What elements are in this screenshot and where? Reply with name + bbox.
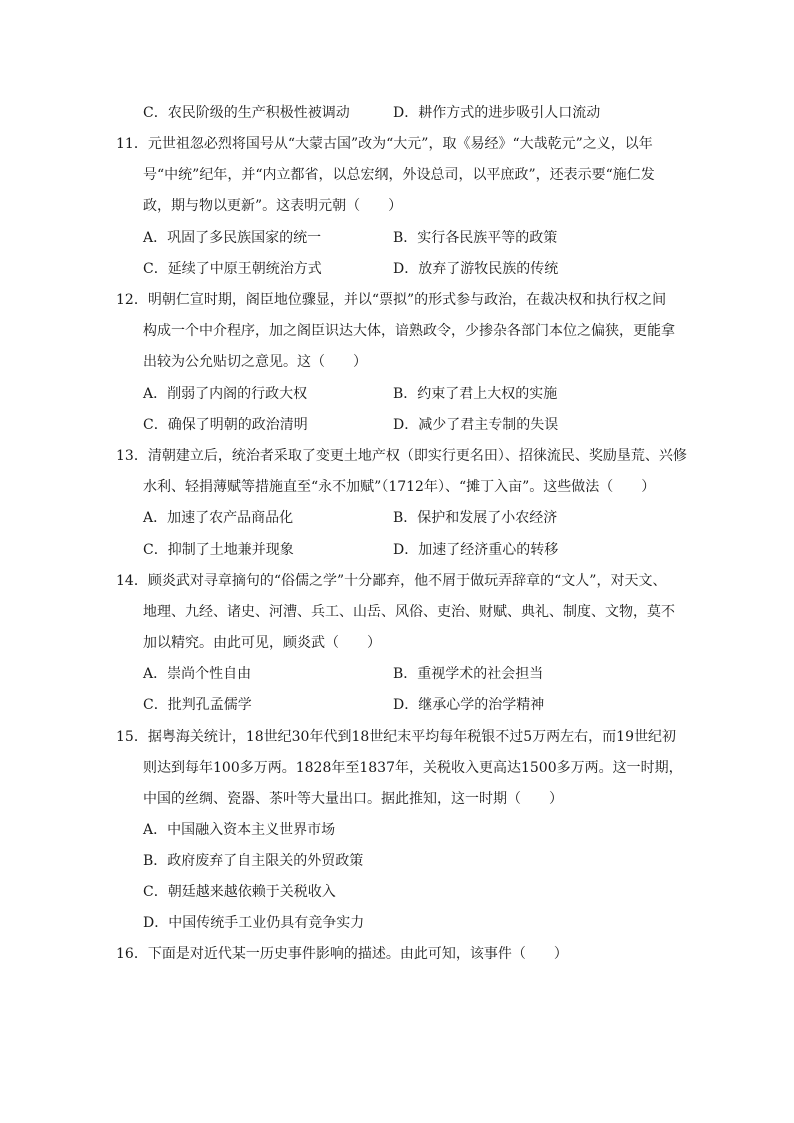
q11-stem-line-1: 11．元世祖忽必烈将国号从“大蒙古国”改为“大元”，取《易经》“大哉乾元”之义，以年 [116, 136, 653, 152]
q14-stem-line-2: 地理、九经、诸史、河漕、兵工、山岳、风俗、吏治、财赋、典礼、制度、文物，莫不 [143, 604, 675, 620]
q14-stem-line-1: 14．顾炎武对寻章摘句的“俗儒之学”十分鄙弃，他不屑于做玩弄辞章的“文人”，对天文、 [116, 573, 667, 589]
q15-stem-line-2: 则达到每年100多万两。1828年至1837年，关税收入更高达1500多万两。这一时期， [143, 760, 683, 776]
q13-stem-line-1: 13．清朝建立后，统治者采取了变更土地产权（即实行更名田）、招徕流民、奖励垦荒、兴修 [116, 448, 687, 464]
q15-option-a: A．中国融入资本主义世界市场 [143, 822, 336, 838]
q12-option-d: D．减少了君主专制的失误 [393, 417, 559, 433]
q13-stem-line-2: 水利、轻捐薄赋等措施直至“永不加赋”（1712年）、“摊丁入亩”。这些做法（ ） [143, 479, 656, 495]
q12-option-b: B．约束了君上大权的实施 [393, 386, 558, 402]
q12-option-c: C．确保了明朝的政治清明 [143, 417, 308, 433]
q12-stem-line-2: 构成一个中介程序，加之阁臣识达大体，谙熟政令，少掺杂各部门本位之偏狭，更能拿 [143, 323, 675, 339]
q14-option-b: B．重视学术的社会担当 [393, 666, 544, 682]
q13-option-b: B．保护和发展了小农经济 [393, 510, 558, 526]
q15-option-d: D．中国传统手工业仍具有竞争实力 [143, 915, 365, 931]
q15-number: 15． [116, 729, 148, 745]
q12-stem-line-3: 出较为公允贴切之意见。这（ ） [143, 354, 367, 370]
q12-option-a: A．削弱了内阁的行政大权 [143, 386, 308, 402]
q14-stem-line-3: 加以精究。由此可见，顾炎武（ ） [143, 635, 381, 651]
q11-number: 11． [116, 136, 148, 152]
q13-option-a: A．加速了农产品商品化 [143, 510, 294, 526]
q12-stem-line-1: 12．明朝仁宣时期，阁臣地位骤显，并以“票拟”的形式参与政治，在裁决权和执行权之间 [116, 292, 667, 308]
q14-option-a: A．崇尚个性自由 [143, 666, 252, 682]
q11-stem-line-3: 政，期与物以更新”。这表明元朝（ ） [143, 198, 403, 214]
q11-option-d: D．放弃了游牧民族的传统 [393, 261, 559, 277]
q11-stem-line-2: 号“中统”纪年，并“内立都省，以总宏纲，外设总司，以平庶政”，还表示要“施仁发 [143, 167, 655, 183]
q16-stem-line-1: 16．下面是对近代某一历史事件影响的描述。由此可知，该事件（ ） [116, 946, 568, 962]
q16-number: 16． [116, 946, 148, 962]
q14-option-d: D．继承心学的治学精神 [393, 697, 545, 713]
q11-option-a: A．巩固了多民族国家的统一 [143, 230, 322, 246]
q14-option-c: C．批判孔孟儒学 [143, 697, 252, 713]
q11-option-c: C．延续了中原王朝统治方式 [143, 261, 322, 277]
q15-stem-line-3: 中国的丝绸、瓷器、茶叶等大量出口。据此推知，这一时期（ ） [143, 791, 563, 807]
q10-option-d: D．耕作方式的进步吸引人口流动 [393, 105, 601, 121]
q15-option-c: C．朝廷越来越依赖于关税收入 [143, 884, 336, 900]
q12-number: 12． [116, 292, 148, 308]
q13-option-c: C．抑制了土地兼并现象 [143, 542, 294, 558]
q15-option-b: B．政府废弃了自主限关的外贸政策 [143, 853, 364, 869]
q10-option-c: C．农民阶级的生产积极性被调动 [143, 105, 350, 121]
q15-stem-line-1: 15．据粤海关统计，18世纪30年代到18世纪末平均每年税银不过5万两左右，而19世纪初 [116, 729, 676, 745]
q11-option-b: B．实行各民族平等的政策 [393, 230, 558, 246]
q13-option-d: D．加速了经济重心的转移 [393, 542, 559, 558]
q13-number: 13． [116, 448, 148, 464]
q14-number: 14． [116, 573, 148, 589]
